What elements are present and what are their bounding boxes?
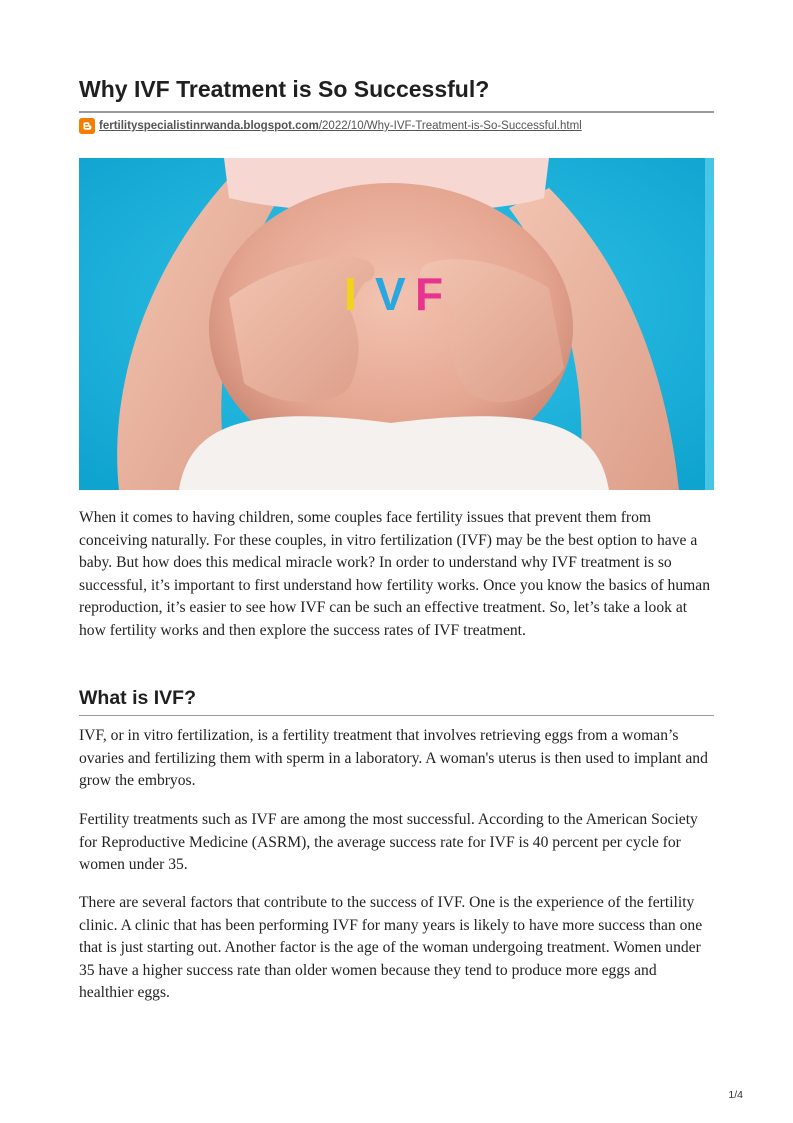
source-path: /2022/10/Why-IVF-Treatment-is-So-Successful.html	[318, 120, 582, 132]
section-divider	[79, 715, 714, 716]
hero-letter-f: F	[415, 268, 444, 320]
intro-paragraph: When it comes to having children, some couples face fertility issues that prevent them from conceiving naturally. For these couples, in vitro fertilization (IVF) may be the best option to have a baby. But how does this medical miracle work? In order to understand why IVF treatment is so successful, it’s important to first understand how fertility works. Once you know the basics of human reproduction, it’s easier to see how IVF can be such an effective treatment. So, let’s take a look at how fertility works and then explore the success rates of IVF treatment.	[79, 509, 710, 639]
section-paragraph-1: IVF, or in vitro fertilization, is a fertility treatment that involves retrieving eggs from a woman’s ovaries and fertilizing them with sperm in a laboratory. A woman's uterus is then used to implant and grow the embryos.	[79, 727, 708, 790]
page-title: Why IVF Treatment is So Successful?	[79, 76, 490, 102]
section-paragraph-3: There are several factors that contribute to the success of IVF. One is the experience of the fertility clinic. A clinic that has been performing IVF for many years is likely to have more success than one that is just starting out. Another factor is the age of the woman undergoing treatment. Women under 35 have a higher success rate than older women because they tend to produce more eggs and healthier eggs.	[79, 894, 703, 1002]
title-divider	[79, 111, 714, 113]
section-heading: What is IVF?	[79, 687, 196, 709]
source-line	[79, 117, 582, 135]
hero-letter-v: V	[375, 268, 406, 320]
page-number: 1/4	[728, 1089, 743, 1101]
blogger-icon	[79, 118, 95, 134]
hero-image	[79, 158, 714, 490]
source-link[interactable]	[99, 120, 582, 132]
hero-letter-i: I	[344, 268, 357, 320]
section-paragraph-2: Fertility treatments such as IVF are among the most successful. According to the American Society for Reproductive Medicine (ASRM), the average success rate for IVF is 40 percent per cycle for women under 35.	[79, 811, 698, 874]
source-domain: fertilityspecialistinrwanda.blogspot.com	[99, 120, 319, 132]
